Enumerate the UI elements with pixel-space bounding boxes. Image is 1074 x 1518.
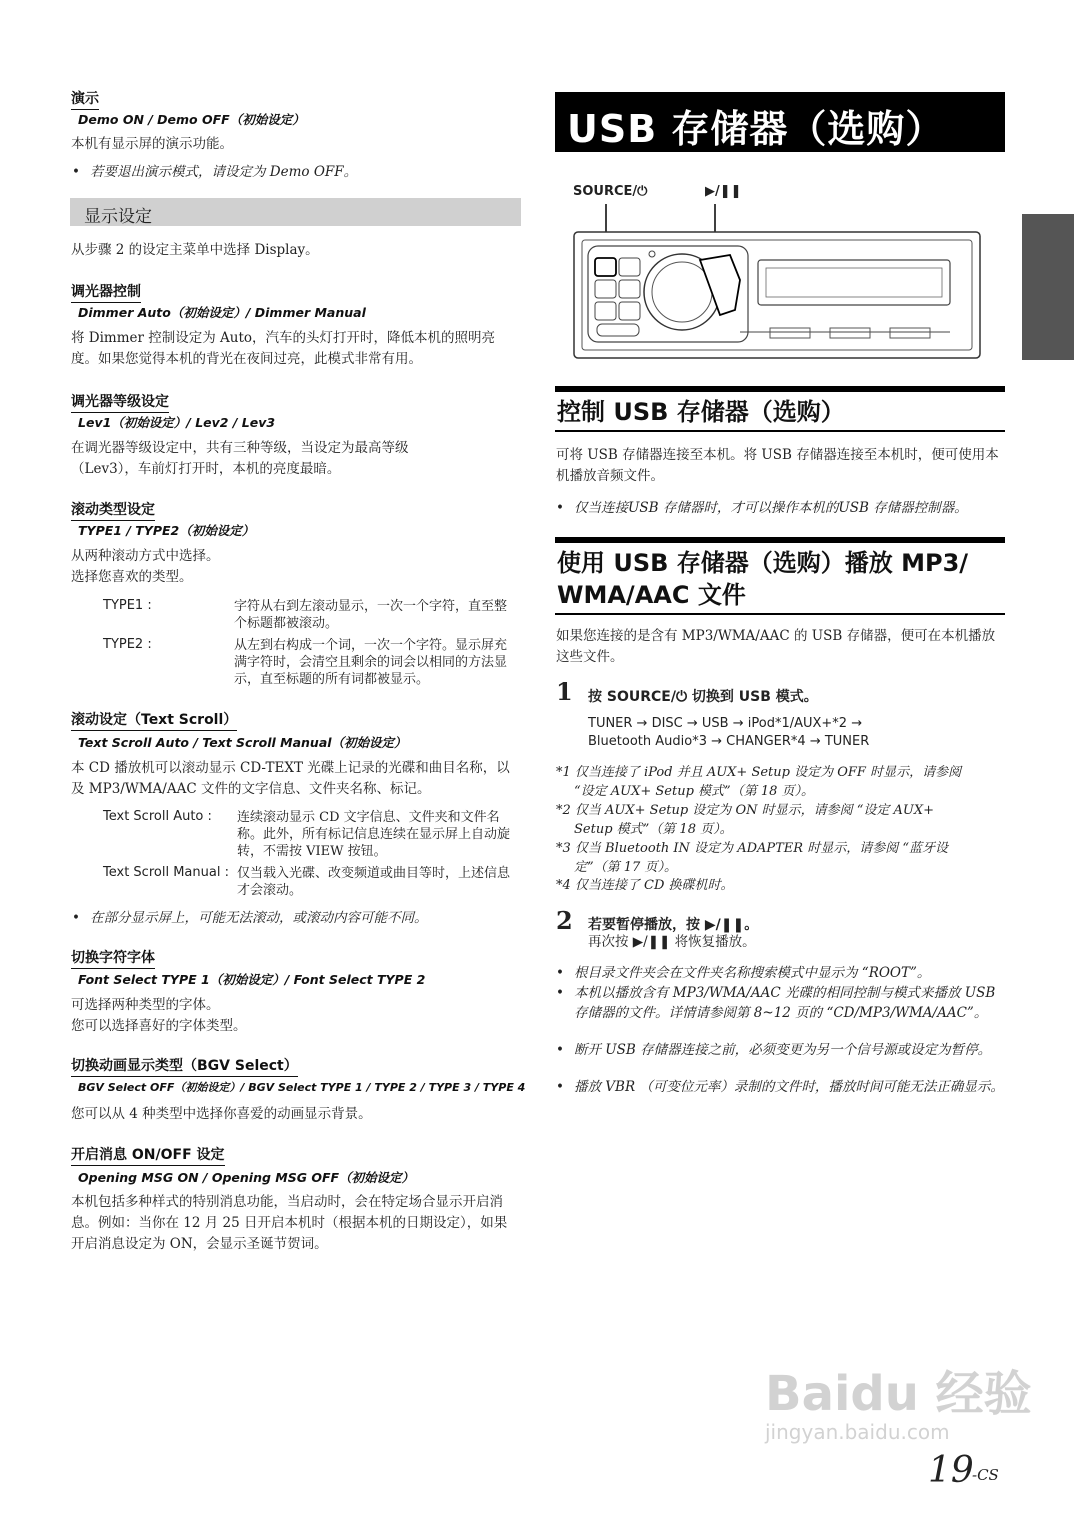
control-usb-text: 可将 USB 存储器连接至本机。将 USB 存储器连接至本机时，便可使用本机播放音频文件。 xyxy=(556,447,999,484)
page-number: 19 xyxy=(928,1450,974,1491)
footnote-1a: *1 仅当连接了 iPod 并且 AUX+ Setup 设定为 OFF 时显示，请参阅 xyxy=(556,765,962,780)
dimmer-text: 将 Dimmer 控制设定为 Auto，汽车的头灯打开时，降低本机的照明亮度。如果您觉得本机的背光在夜间过亮，此模式非常有用。 xyxy=(71,330,496,367)
play-bullet-1: • 根目录文件夹会在文件夹名称搜索模式中显示为 “ROOT”。 xyxy=(574,963,1004,983)
step1-number: 1 xyxy=(556,677,573,706)
bgv-sub: BGV Select OFF（初始设定）/ BGV Select TYPE 1 / TYPE 2 / TYPE 3 / TYPE 4 xyxy=(78,1081,526,1094)
baidu-watermark-url: jingyan.baidu.com xyxy=(765,1420,950,1444)
control-usb-title: 控制 USB 存储器（选购） xyxy=(557,398,845,426)
usb-title: USB 存储器（选购） xyxy=(567,107,945,151)
play-bullet-2: • 本机以播放含有 MP3/WMA/AAC 光碟的相同控制与模式来播放 USB 存储器的文件。详情请参阅第 8~12 页的 “CD/MP3/WMA/AAC”。 xyxy=(574,983,1004,1023)
play-bullet-3: • 断开 USB 存储器连接之前，必须变更为另一个信号源或设定为暂停。 xyxy=(574,1040,1004,1060)
type1-label: TYPE1 : xyxy=(103,598,152,613)
play-usb-title-line1: 使用 USB 存储器（选购）播放 MP3/ xyxy=(557,549,969,577)
font-text2: 您可以选择喜好的字体类型。 xyxy=(71,1018,247,1034)
footnote-4: *4 仅当连接了 CD 换碟机时。 xyxy=(556,878,734,893)
control-usb-heading xyxy=(555,386,1005,432)
text-scroll-bullet: • 在部分显示屏上，可能无法滚动，或滚动内容可能不同。 xyxy=(90,908,520,928)
play-pause-label: ▶/❚❚ xyxy=(705,184,742,199)
scroll-type-heading: 滚动类型设定 xyxy=(71,499,155,521)
play-usb-text: 如果您连接的是含有 MP3/WMA/AAC 的 USB 存储器，便可在本机播放这些文件。 xyxy=(556,628,996,665)
display-intro: 从步骤 2 的设定主菜单中选择 Display。 xyxy=(71,242,319,258)
step2-subtext: 再次按 ▶/❚❚ 将恢复播放。 xyxy=(588,934,756,950)
step1-text: 按 SOURCE/⏻ 切换到 USB 模式。 xyxy=(588,689,818,705)
footnote-1b: “设定 AUX+ Setup 模式”（第 18 页）。 xyxy=(574,784,815,799)
footnote-2b: Setup 模式”（第 18 页）。 xyxy=(574,822,733,837)
opening-text: 本机包括多种样式的特别消息功能，当启动时，会在特定场合显示开启消息。例如：当你在 12 月 25 日开启本机时（根据本机的日期设定），如果开启消息设定为 ON，会显示圣诞节贺词。 xyxy=(71,1194,508,1252)
dimmer-level-text: 在调光器等级设定中，共有三种等级，当设定为最高等级（Lev3），车前灯打开时，本机的亮度最暗。 xyxy=(71,440,409,477)
dimmer-level-heading: 调光器等级设定 xyxy=(71,391,169,413)
font-text1: 可选择两种类型的字体。 xyxy=(71,997,220,1013)
display-settings-title: 显示设定 xyxy=(84,207,152,227)
demo-heading: 演示 xyxy=(71,88,99,110)
type1-desc: 字符从右到左滚动显示，一次一个字符，直至整个标题都被滚动。 xyxy=(234,599,508,631)
text-scroll-manual-label: Text Scroll Manual : xyxy=(103,865,229,880)
scroll-type-text1: 从两种滚动方式中选择。 xyxy=(71,548,220,564)
play-usb-heading xyxy=(555,537,1005,615)
baidu-watermark-logo: Baidu 经验 xyxy=(765,1366,1032,1422)
font-heading: 切换字符字体 xyxy=(71,947,155,969)
footnote-3a: *3 仅当 Bluetooth IN 设定为 ADAPTER 时显示，请参阅 “蓝牙设 xyxy=(556,841,948,856)
footnote-3b: 定”（第 17 页）。 xyxy=(574,860,677,875)
type2-desc: 从左到右构成一个词，一次一个字符。显示屏充满字符时，会清空且剩余的词会以相同的方法显示，直至标题的所有词都被显示。 xyxy=(234,638,508,687)
head-unit-diagram xyxy=(570,200,990,365)
text-scroll-manual-desc: 仅当载入光碟、改变频道或曲目等时，上述信息才会滚动。 xyxy=(237,866,511,898)
opening-heading: 开启消息 ON/OFF 设定 xyxy=(71,1144,225,1166)
dimmer-heading: 调光器控制 xyxy=(71,281,141,303)
scroll-type-sub: TYPE1 / TYPE2（初始设定） xyxy=(78,523,255,538)
dimmer-level-sub: Lev1（初始设定）/ Lev2 / Lev3 xyxy=(78,415,276,430)
opening-sub: Opening MSG ON / Opening MSG OFF（初始设定） xyxy=(78,1170,415,1185)
usb-title-banner xyxy=(555,92,1005,152)
text-scroll-sub: Text Scroll Auto / Text Scroll Manual（初始设定） xyxy=(78,735,407,750)
step2-text: 若要暂停播放，按 ▶/❚❚。 xyxy=(588,917,759,933)
page-suffix: -CS xyxy=(972,1466,999,1484)
play-usb-title-line2: WMA/AAC 文件 xyxy=(557,581,746,609)
chapter-tab xyxy=(1022,214,1074,360)
footnote-2a: *2 仅当 AUX+ Setup 设定为 ON 时显示，请参阅 “设定 AUX+ xyxy=(556,803,935,818)
scroll-type-text2: 选择您喜欢的类型。 xyxy=(71,569,193,585)
step2-number: 2 xyxy=(556,906,573,935)
font-sub: Font Select TYPE 1（初始设定）/ Font Select TYPE 2 xyxy=(78,972,426,987)
text-scroll-heading: 滚动设定（Text Scroll） xyxy=(71,709,237,731)
source-button-label: SOURCE/⏻ xyxy=(573,184,648,199)
play-bullet-4: • 播放 VBR （可变位元率）录制的文件时，播放时间可能无法正确显示。 xyxy=(574,1077,1004,1097)
text-scroll-auto-desc: 连续滚动显示 CD 文字信息、文件夹和文件名称。此外，所有标记信息连续在显示屏上自动旋转，不需按 VIEW 按钮。 xyxy=(237,810,511,859)
text-scroll-text: 本 CD 播放机可以滚动显示 CD-TEXT 光碟上记录的光碟和曲目名称，以及 MP3/WMA/AAC 文件的文字信息、文件夹名称、标记。 xyxy=(71,760,510,797)
text-scroll-auto-label: Text Scroll Auto : xyxy=(103,809,212,824)
demo-bullet: • 若要退出演示模式，请设定为 Demo OFF。 xyxy=(90,162,520,182)
bgv-heading: 切换动画显示类型（BGV Select） xyxy=(71,1055,298,1077)
dimmer-sub: Dimmer Auto（初始设定）/ Dimmer Manual xyxy=(78,305,366,320)
demo-text: 本机有显示屏的演示功能。 xyxy=(71,136,233,152)
demo-sub: Demo ON / Demo OFF（初始设定） xyxy=(78,112,305,127)
step1-sequence-1: TUNER → DISC → USB → iPod*1/AUX+*2 → xyxy=(588,716,863,731)
display-settings-header xyxy=(70,198,521,226)
control-usb-bullet: • 仅当连接USB 存储器时，才可以操作本机的USB 存储器控制器。 xyxy=(574,498,1004,518)
type2-label: TYPE2 : xyxy=(103,637,152,652)
step1-sequence-2: Bluetooth Audio*3 → CHANGER*4 → TUNER xyxy=(588,734,870,749)
bgv-text: 您可以从 4 种类型中选择你喜爱的动画显示背景。 xyxy=(71,1106,372,1122)
